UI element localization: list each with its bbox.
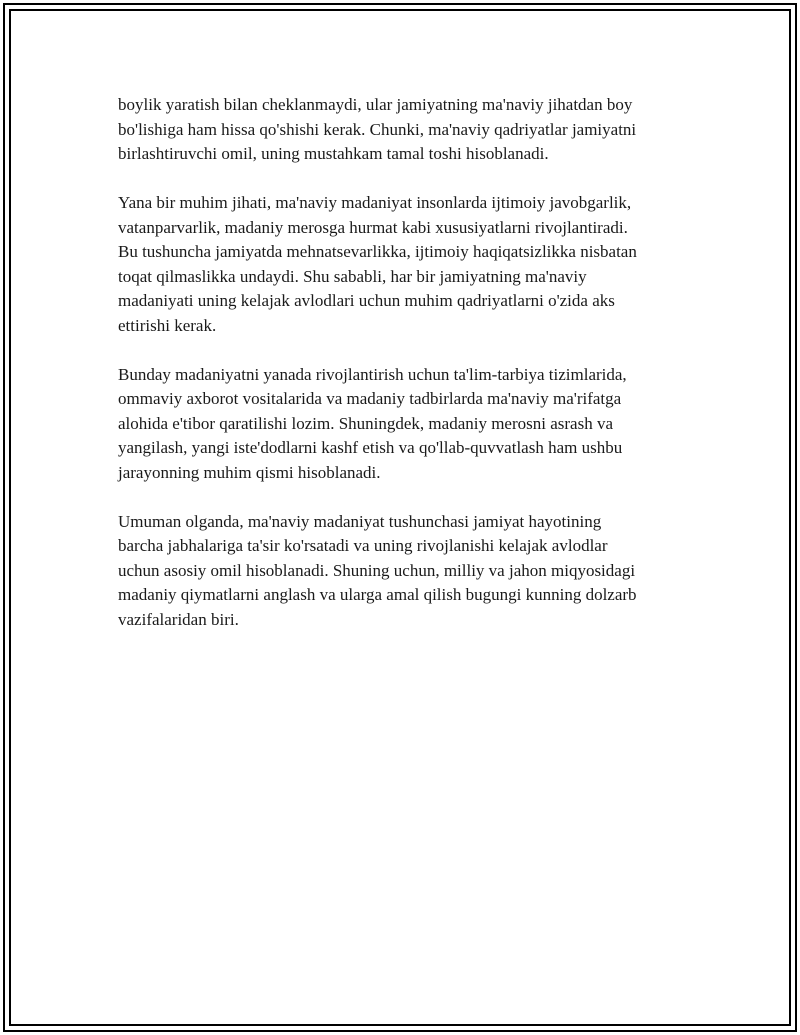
paragraph-4 <box>118 510 688 633</box>
text-line: bo'lishiga ham hissa qo'shishi kerak. Chunki, ma'naviy qadriyatlar jamiyatni <box>118 119 637 139</box>
text-line: madaniy qiymatlarni anglash va ularga amal qilish bugungi kunning dolzarb <box>118 585 637 604</box>
text-line: ettirishi kerak. <box>118 315 217 335</box>
text-line: vazifalaridan biri. <box>118 609 239 629</box>
paragraph-2 <box>118 191 688 338</box>
text-line: toqat qilmaslikka undaydi. Shu sababli, har bir jamiyatning ma'naviy <box>118 266 587 286</box>
text-line: Bunday madaniyatni yanada rivojlantirish uchun ta'lim-tarbiya tizimlarida, <box>118 364 627 384</box>
text-line: Yana bir muhim jihati, ma'naviy madaniyat insonlarda ijtimoiy javobgarlik, <box>118 193 632 212</box>
text-line: boylik yaratish bilan cheklanmaydi, ular jamiyatning ma'naviy jihatdan boy <box>118 95 633 114</box>
text-line: ommaviy axborot vositalarida va madaniy tadbirlarda ma'naviy ma'rifatga <box>118 389 622 408</box>
text-line: Bu tushuncha jamiyatda mehnatsevarlikka, ijtimoiy haqiqatsizlikka nisbatan <box>118 242 637 261</box>
text-line: jarayonning muhim qismi hisoblanadi. <box>118 462 381 482</box>
text-line: vatanparvarlik, madaniy merosga hurmat kabi xususiyatlarni rivojlantiradi. <box>118 217 628 237</box>
paragraph-3 <box>118 363 688 486</box>
text-line: Umuman olganda, ma'naviy madaniyat tushunchasi jamiyat hayotining <box>118 511 602 531</box>
text-line: birlashtiruvchi omil, uning mustahkam tamal toshi hisoblanadi. <box>118 144 549 163</box>
text-line: madaniyati uning kelajak avlodlari uchun muhim qadriyatlarni o'zida aks <box>118 291 615 310</box>
text-line: uchun asosiy omil hisoblanadi. Shuning uchun, milliy va jahon miqyosidagi <box>118 560 636 580</box>
text-line: barcha jabhalariga ta'sir ko'rsatadi va uning rivojlanishi kelajak avlodlar <box>118 536 608 555</box>
text-line: yangilash, yangi iste'dodlarni kashf etish va qo'llab-quvvatlash ham ushbu <box>118 438 623 457</box>
text-line: alohida e'tibor qaratilishi lozim. Shuningdek, madaniy merosni asrash va <box>118 413 614 433</box>
document-body <box>118 93 688 657</box>
paragraph-1 <box>118 93 688 167</box>
